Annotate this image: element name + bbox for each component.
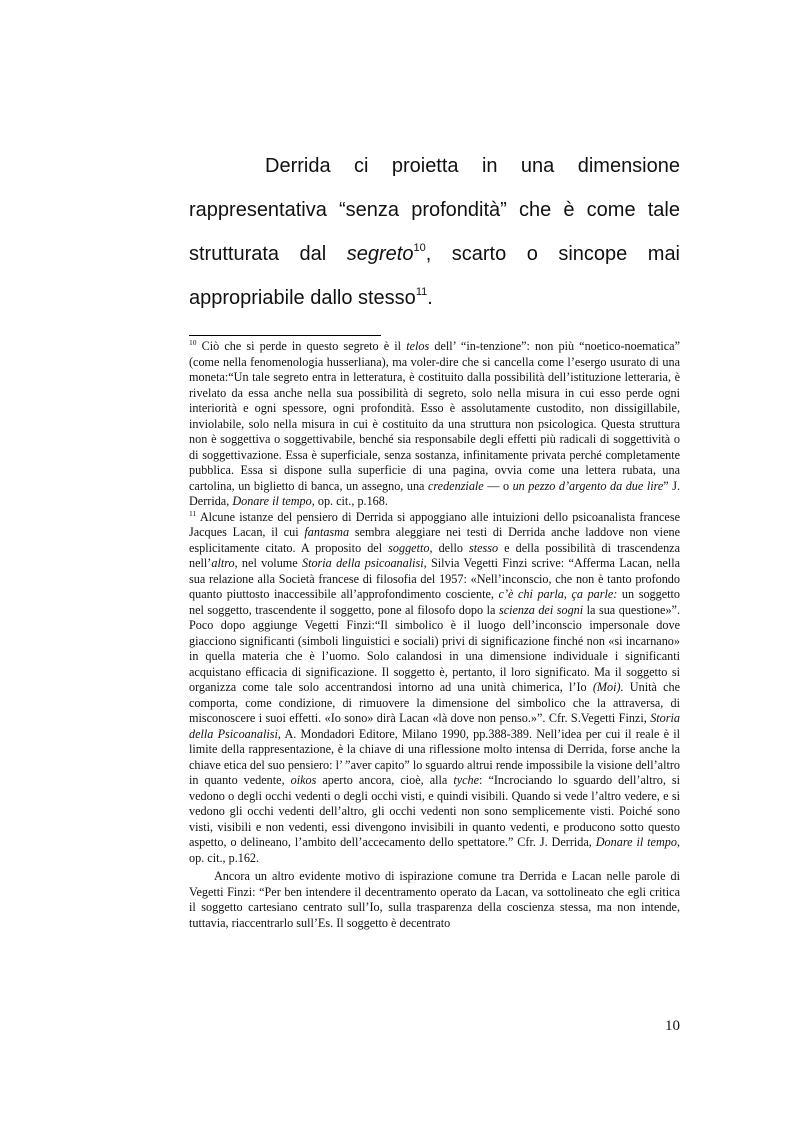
body-paragraph [189, 144, 680, 320]
footnote-10: $^{10}$ Ciò che si perde in questo segreto è il telos dell’ “in-tenzione”: non più “noetico-noematica” (come nella fenomenologia husserliana), ma voler-dire che si cancella come l’esergo usurato di una moneta:“Un tale segreto entra in letteratura, è costituito dalla possibilità dell’istituzione letteraria, è rivelato da essa anche nella sua possibilità di segreto, solo nella misura in cui esso perde ogni interiorità e ogni spessore, ogni profondità. Esso è assolutamente custodito, non dissigillabile, inviolabile, solo nella misura in cui è costituito da una struttura non psicologica. Questa struttura non è soggettiva o soggettivabile, benché sia responsabile degli effetti più radicali di soggettività o di soggettivazione. Essa è superficiale, senza sostanza, infinitamente privata perché completamente pubblica. Essa si dispone sulla superficie di una pagina, ovvia come una lettera rubata, una cartolina, un biglietto di banca, un assegno, una credenziale — o un pezzo d’argento da due lire” J. Derrida, Donare il tempo, op. cit., p.168. [189, 338, 681, 508]
body-text: Derrida ci proietta in una dimensione rappresentativa “senza profondità” che è come tale strutturata dal [189, 155, 680, 265]
footnote-number: 10 [189, 338, 197, 347]
footnote-11: $^{11}$ Alcune istanze del pensiero di Derrida si appoggiano alle intuizioni dello psicoanalista francese Jacques Lacan, il cui fantasma sembra aleggiare nei testi di Derrida anche laddove non viene esplicitamente citato. A proposito del soggetto, dello stesso e della possibilità di trascendenza nell’altro, nel volume Storia della psicoanalisi, Silvia Vegetti Finzi scrive: “Afferma Lacan, nella sua relazione alla Società francese di filosofia del 1957: «Nell’inconscio, che non è tanto profondo quanto piuttosto inaccessibile all’approfondimento cosciente, c’è chi parla, ça parle: un soggetto nel soggetto, trascendente il soggetto, pone al filosofo dopo la scienza dei sogni la sua questione»”. Poco dopo aggiunge Vegetti Finzi:“Il simbolico è il luogo dell’inconscio impersonale dove giacciono significanti (simboli linguistici e sociali) privi di significazione finché non «si incarnano» in quella materia che è l’uomo. Solo calandosi in una dimensione individuale i significanti acquistano efficacia di significazione. Il soggetto è, pertanto, il loro significato. Ma il soggetto si organizza come tale solo accentrandosi intorno ad una unità chimerica, l’Io (Moi). Unità che comporta, come condizione, di rimuovere la dimensione del simbolico che la attraversa, di misconoscere i suoi effetti. «Io sono» dirà Lacan «là dove non penso.»”. Cfr. S.Vegetti Finzi, Storia della Psicoanalisi, A. Mondadori Editore, Milano 1990, pp.388-389. Nell’idea per cui il reale è il limite della rappresentazione, è la chiave di una riflessione molto intensa di Derrida, forse anche la chiave etica del suo pensiero: l’ ”aver capito” lo sguardo altrui rende impossibile la visione dell’altro in quanto vedente, oikos aperto ancora, cioè, alla tyche: “Incrociando lo sguardo dell’altro, si vedono o degli occhi vedenti o degli occhi visti, e quindi visibili. Quando si vede l’altro vedere, e si vedono gli occhi vedenti dell’altro, gli occhi vedenti non sono semplicemente visti. Poiché sono visti, visibili e non vedenti, essi divengono invisibili in quanto vedenti, e producono sotto questo aspetto, o delineano, l’ambito dell’accecamento dello spettatore.” Cfr. J. Derrida, Donare il tempo, op. cit., p.162. [189, 508, 681, 865]
body-text: . [427, 287, 433, 309]
body-text: , scarto o sincope mai appropriabile dallo stesso [189, 243, 681, 309]
footnote-ref-11[interactable]: 11 [415, 286, 428, 298]
footnote-ref-10[interactable]: 10 [413, 242, 426, 254]
body-italic-term: segreto [346, 243, 414, 265]
page-number: 10 [665, 1018, 680, 1034]
footnotes-section [189, 339, 680, 931]
footnote-11-continuation: Ancora un altro evidente motivo di ispirazione comune tra Derrida e Lacan nelle parole di Vegetti Finzi: “Per ben intendere il decentramento operato da Lacan, va sottolineato che egli critica il soggetto cartesiano centrato sull’Io, sulla trasparenza della coscienza stessa, ma non intende, tuttavia, riaccentrarlo sull’Es. Il soggetto è decentrato [189, 869, 680, 930]
footnote-separator [189, 335, 381, 336]
footnote-number: 11 [189, 508, 197, 518]
